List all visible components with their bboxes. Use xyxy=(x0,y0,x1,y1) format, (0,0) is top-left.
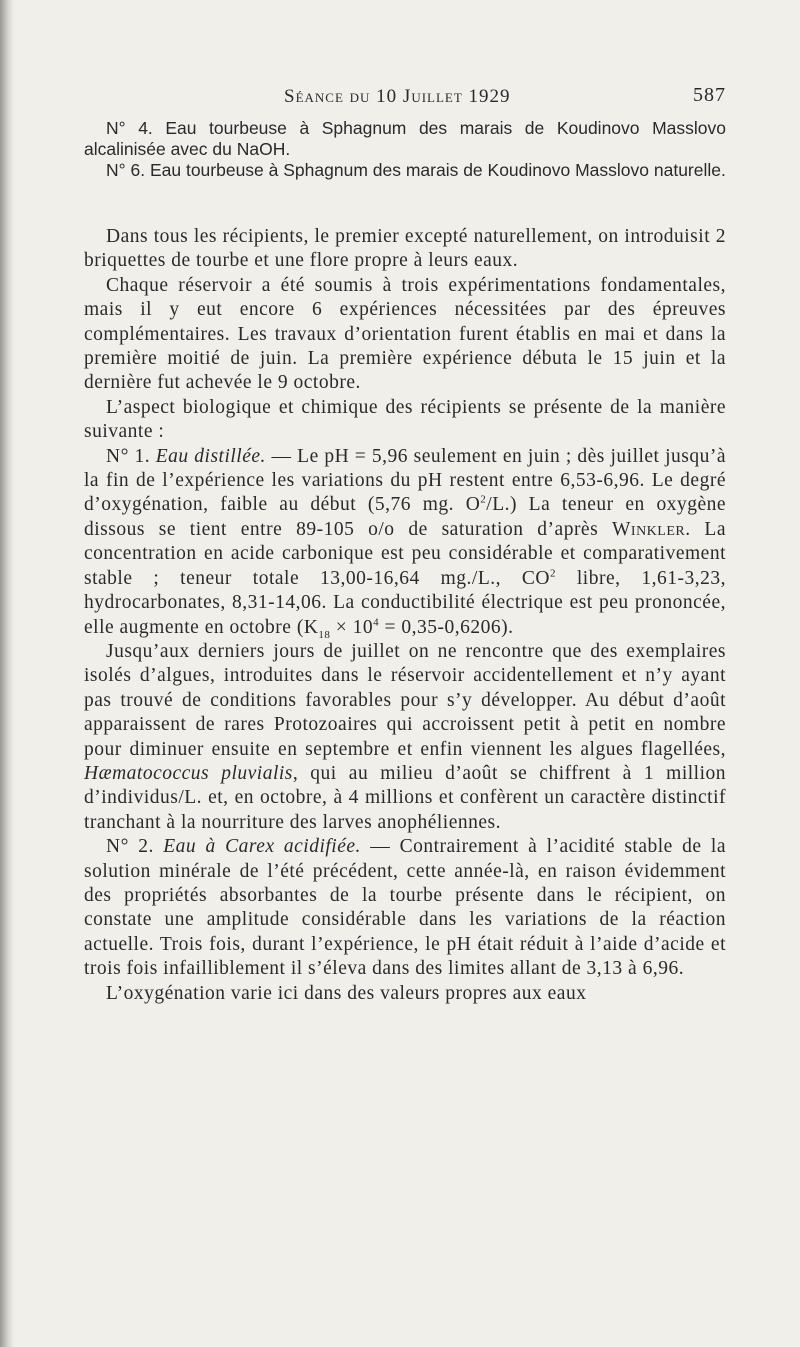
text-run: = 0,35-0,6206). xyxy=(379,616,514,638)
text-run: — Le pH = 5,96 seulement en juin ; dès juillet jusqu’à la fin de l’expérience les variations du pH restent entre 6,53-6,96. Le degré d’oxygénation, faible au début (5,76 mg. O xyxy=(84,445,727,516)
text-run: , qui au milieu d’août se chiffrent à 1 million d’individus/L. et, en octobre, à 4 millions et confèrent un caractère distinctif tranchant à la nourriture des larves anophéliennes. xyxy=(84,762,726,833)
sample-label: N° 1. xyxy=(106,445,151,467)
paragraph-sample-2 xyxy=(84,835,726,981)
superscript: 2 xyxy=(480,493,487,506)
paragraph: L’oxygénation varie ici dans des valeurs propres aux eaux xyxy=(106,982,587,1004)
paragraph: Dans tous les récipients, le premier excepté naturellement, on introduisit 2 briquettes de tourbe et une flore propre à leurs eaux. xyxy=(84,226,726,272)
sample-item: N° 4. Eau tourbeuse à Sphagnum des marais de Koudinovo Masslovo alcalinisée avec du NaOH. xyxy=(84,118,726,159)
paragraph xyxy=(84,640,726,835)
page-number: 587 xyxy=(693,84,726,106)
paragraph: L’aspect biologique et chimique des récipients se présente de la manière suivante : xyxy=(84,396,726,443)
body-text xyxy=(84,225,726,1006)
book-page xyxy=(84,78,726,1006)
text-run: — Contrairement à l’acidité stable de la solution minérale de l’été précédent, cette année-là, en raison évidemment des propriétés absorbantes de la tourbe présente dans le récipient, on constate une amplitude considérable dans les variations de la réaction actuelle. Trois fois, durant l’expérience, le pH était réduit à l’aide d’acide et trois fois infailliblement il s’éleva dans des limites allant de 3,13 à 6,96. xyxy=(84,836,726,980)
superscript: 2 xyxy=(549,567,556,580)
sample-title: Eau distillée. xyxy=(155,445,266,467)
text-run: libre, 1,61-3,23, hydrocarbonates, 8,31-14,06. La conductibilité électrique est peu prononcée, elle augmente en octobre (K xyxy=(84,567,726,638)
text-run: Jusqu’aux derniers jours de juillet on ne rencontre que des exemplaires isolés d’algues, introduites dans le réservoir accidentellement et n’y ayant pas trouvé de conditions favorables pour s’y développer. Au début d’août apparaissent de rares Protozoaires qui accroissent petit à petit en nombre pour diminuer ensuite en septembre et enfin viennent les algues flagellées, xyxy=(84,640,726,760)
paragraph: Chaque réservoir a été soumis à trois expérimentations fondamentales, mais il y eut encore 6 expériences nécessitées par des épreuves complémentaires. Les travaux d’orientation furent établis en mai et dans la première moitié de juin. La première expérience débuta le 15 juin et la dernière fut achevée le 9 octobre. xyxy=(84,274,726,394)
sample-list xyxy=(84,118,726,181)
text-run: × 10 xyxy=(330,616,374,638)
text-run: /L.) La teneur en oxygène dissous se tient entre 89-105 o/o de saturation d’après xyxy=(84,494,727,540)
page-edge-shadow xyxy=(0,0,14,1347)
author-name: Winkler xyxy=(612,518,686,540)
sample-title: Eau à Carex acidifiée. xyxy=(163,836,361,858)
subscript: 18 xyxy=(318,628,331,641)
sample-item: N° 6. Eau tourbeuse à Sphagnum des marais de Koudinovo Masslovo naturelle. xyxy=(106,160,726,180)
paragraph-sample-1 xyxy=(84,445,726,640)
running-head xyxy=(84,78,726,118)
text-run: . La concentration en acide carbonique est peu considérable et comparativement stable ; teneur totale 13,00-16,64 mg./L., CO xyxy=(84,518,726,589)
species-name: Hæmatococcus pluvialis xyxy=(84,762,293,784)
sample-label: N° 2. xyxy=(106,836,154,858)
superscript: 4 xyxy=(373,616,380,628)
running-head-title: Séance du 10 Juillet 1929 xyxy=(284,86,511,107)
